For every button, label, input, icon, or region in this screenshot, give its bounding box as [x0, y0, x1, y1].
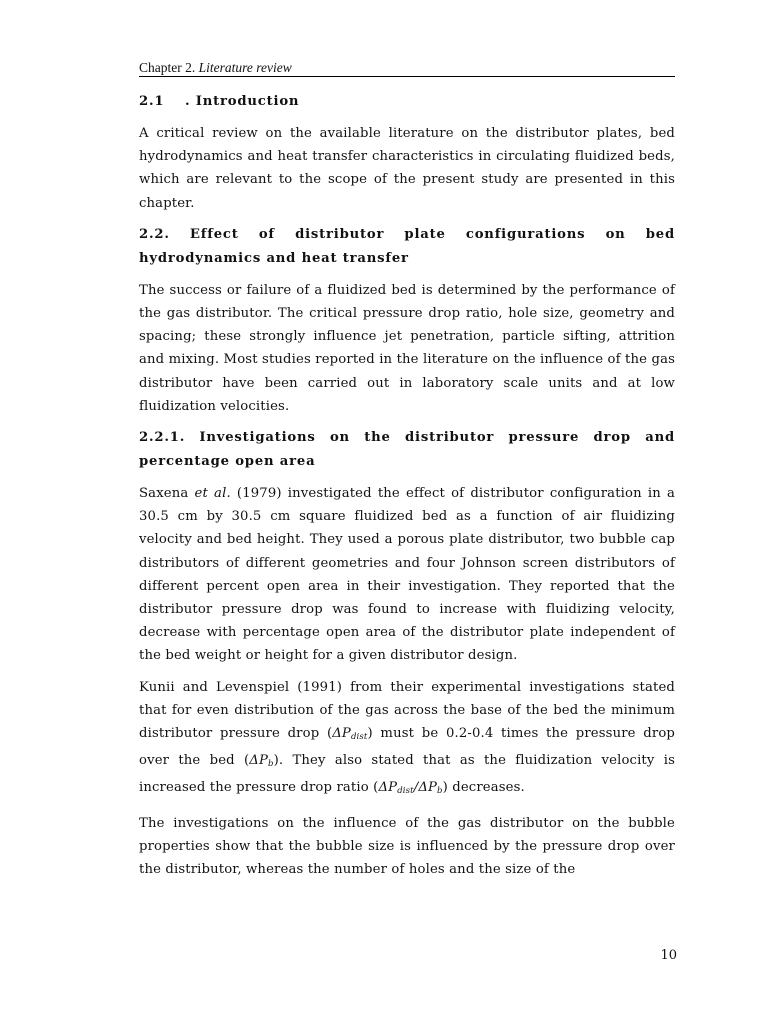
section-heading-2-2: 2.2. Effect of distributor plate configurations on bed hydrodynamics and heat transfer	[139, 226, 675, 266]
saxena-paragraph	[139, 482, 675, 668]
subscript: dist	[350, 732, 368, 743]
page-body	[139, 90, 675, 889]
kunii-text-a: Kunii and Levenspiel (1991) from their experimental investigations stated that for even distribution of the gas across the base of the bed the minimum distributor pressure drop (	[139, 679, 675, 742]
delta-p-symbol: ΔP	[418, 780, 438, 796]
kunii-text-b: ) must be 0.2-0.4 times the pressure drop over the bed (	[139, 726, 675, 769]
page-number: 10	[660, 948, 677, 963]
kunii-text-c: ). They also stated that as the fluidization velocity is increased the pressure drop ratio (	[139, 753, 676, 796]
kunii-text-d: ) decreases.	[442, 780, 525, 796]
subscript: b	[437, 786, 443, 797]
running-head-title: Literature review	[198, 60, 292, 75]
running-head-chapter: Chapter 2.	[139, 60, 196, 75]
kunii-paragraph	[139, 676, 675, 804]
section-title: . Introduction	[185, 94, 300, 109]
section-number: 2.1	[139, 94, 165, 109]
ratio-slash: /	[413, 780, 419, 796]
bubble-paragraph: The investigations on the influence of the gas distributor on the bubble properties show that the bubble size is influenced by the pressure drop over the distributor, whereas the number of holes and the size of the	[139, 815, 675, 878]
delta-p-symbol: ΔP	[378, 780, 398, 796]
subscript: b	[267, 759, 274, 770]
delta-p-symbol: ΔP	[249, 753, 268, 769]
delta-p-symbol: ΔP	[332, 726, 351, 742]
section-heading-2-2-1: 2.2.1. Investigations on the distributor pressure drop and percentage open area	[139, 430, 675, 470]
running-head	[139, 60, 675, 77]
citation-etal: et al.	[194, 486, 231, 502]
section-2-2-paragraph: The success or failure of a fluidized bed is determined by the performance of the gas distributor. The critical pressure drop ratio, hole size, geometry and spacing; these strongly influence jet penetration, particle sifting, attrition and mixing. Most studies reported in the literature on the influence of the gas distributor have been carried out in laboratory scale units and at low fluidization velocities.	[139, 282, 675, 414]
intro-paragraph: A critical review on the available literature on the distributor plates, bed hydrodynamics and heat transfer characteristics in circulating fluidized beds, which are relevant to the scope of the present study are presented in this chapter.	[139, 126, 675, 211]
section-heading-introduction	[139, 90, 675, 114]
saxena-text: (1979) investigated the effect of distributor configuration in a 30.5 cm by 30.5 cm square fluidized bed as a function of air fluidizing velocity and bed height. They used a porous plate distributor, two bubble cap distributors of different geometries and four Johnson screen distributors of different percent open area in their investigation. They reported that the distributor pressure drop was found to increase with fluidizing velocity, decrease with percentage open area of the distributor plate independent of the bed weight or height for a given distributor design.	[139, 486, 676, 664]
citation-author: Saxena	[139, 486, 189, 502]
subscript: dist	[397, 786, 414, 797]
